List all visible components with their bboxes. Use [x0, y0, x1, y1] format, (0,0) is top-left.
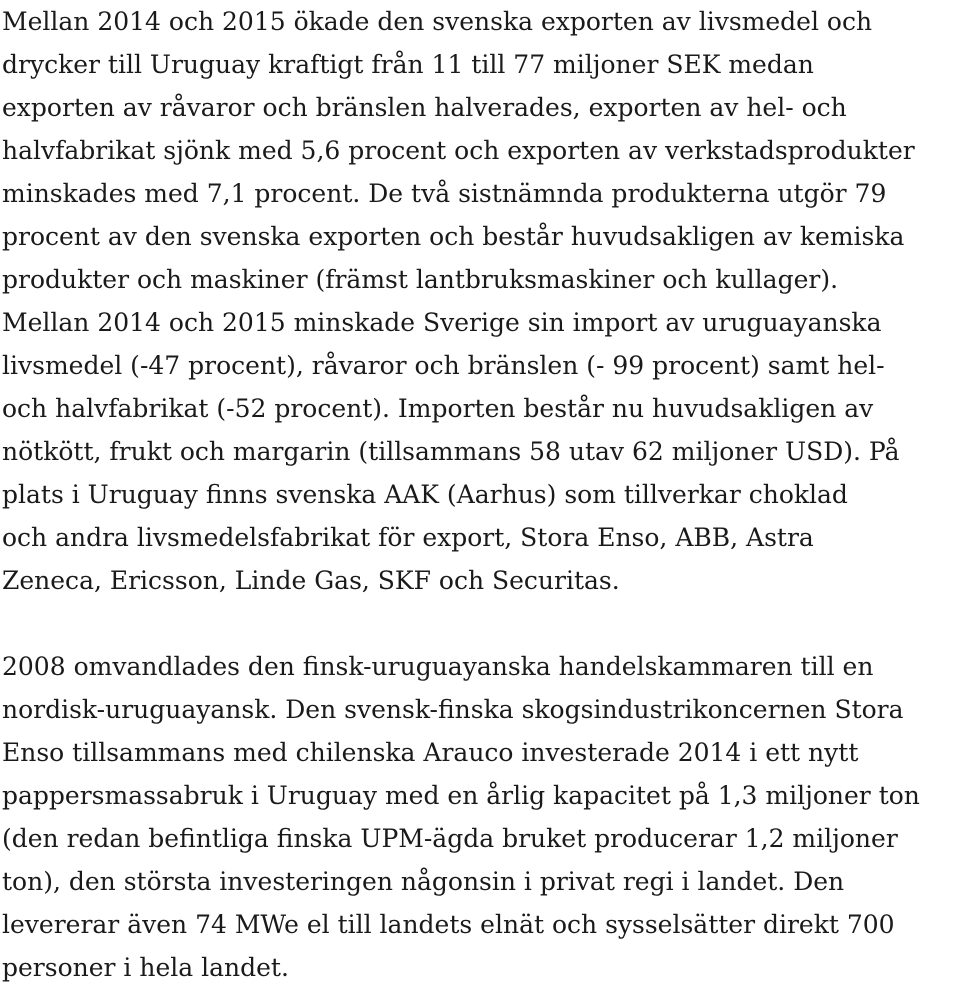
text-line: nordisk-uruguayansk. Den svensk-finska skogsindustrikoncernen Stora	[2, 695, 904, 724]
text-line: plats i Uruguay finns svenska AAK (Aarhus) som tillverkar choklad	[2, 480, 848, 509]
text-line: procent av den svenska exporten och består huvudsakligen av kemiska	[2, 222, 905, 251]
text-line: minskades med 7,1 procent. De två sistnämnda produkterna utgör 79	[2, 179, 887, 208]
text-line: Mellan 2014 och 2015 minskade Sverige sin import av uruguayanska	[2, 308, 882, 337]
text-line: och halvfabrikat (-52 procent). Importen består nu huvudsakligen av	[2, 394, 874, 423]
text-line: Enso tillsammans med chilenska Arauco investerade 2014 i ett nytt	[2, 738, 859, 767]
text-line: Mellan 2014 och 2015 ökade den svenska exporten av livsmedel och	[2, 7, 873, 36]
text-line: drycker till Uruguay kraftigt från 11 till 77 miljoner SEK medan	[2, 50, 814, 79]
text-line: livsmedel (-47 procent), råvaror och bränslen (- 99 procent) samt hel-	[2, 351, 885, 380]
text-line: personer i hela landet.	[2, 953, 289, 982]
text-line: produkter och maskiner (främst lantbruksmaskiner och kullager).	[2, 265, 839, 294]
text-line: nötkött, frukt och margarin (tillsammans 58 utav 62 miljoner USD). På	[2, 437, 900, 466]
text-line: Zeneca, Ericsson, Linde Gas, SKF och Securitas.	[2, 566, 620, 595]
document-page	[2, 0, 958, 989]
text-line: levererar även 74 MWe el till landets elnät och sysselsätter direkt 700	[2, 910, 895, 939]
text-line: (den redan befintliga finska UPM-ägda bruket producerar 1,2 miljoner	[2, 824, 898, 853]
text-line: pappersmassabruk i Uruguay med en årlig kapacitet på 1,3 miljoner ton	[2, 781, 920, 810]
paragraph-2	[2, 645, 958, 989]
text-line: halvfabrikat sjönk med 5,6 procent och exporten av verkstadsprodukter	[2, 136, 915, 165]
text-line: och andra livsmedelsfabrikat för export, Stora Enso, ABB, Astra	[2, 523, 814, 552]
text-line: 2008 omvandlades den finsk-uruguayanska handelskammaren till en	[2, 652, 874, 681]
text-line: exporten av råvaror och bränslen halverades, exporten av hel- och	[2, 93, 847, 122]
paragraph-spacer	[2, 602, 958, 645]
text-line: ton), den största investeringen någonsin i privat regi i landet. Den	[2, 867, 845, 896]
paragraph-1	[2, 0, 958, 602]
